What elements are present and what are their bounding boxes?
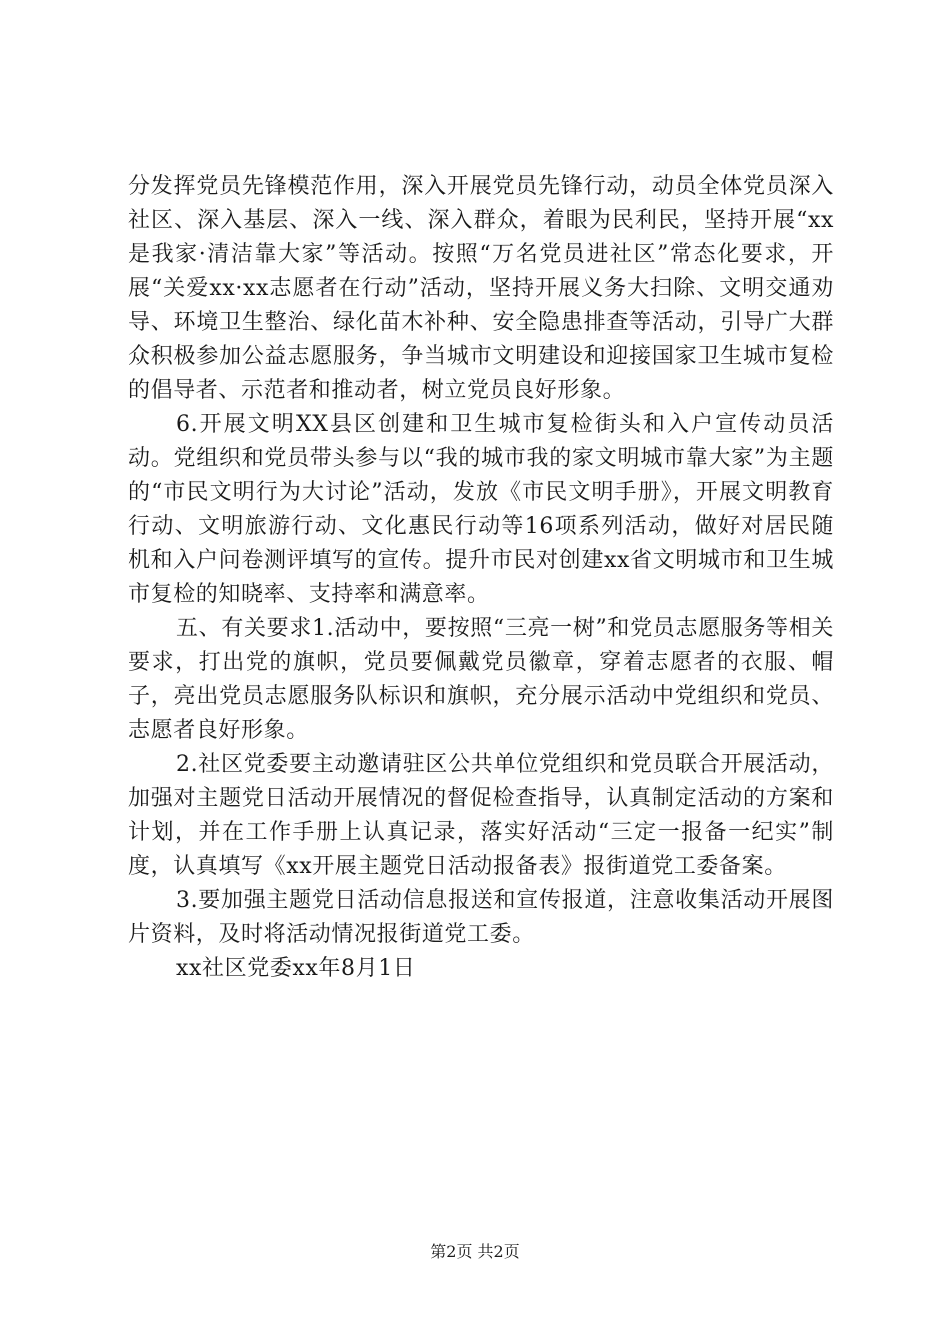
paragraph-requirements-3: 3.要加强主题党日活动信息报送和宣传报道，注意收集活动开展图片资料，及时将活动情况报街道党工委。	[128, 888, 834, 947]
signature-date: xx社区党委xx年8月1日	[176, 956, 416, 981]
paragraph-continuation: 分发挥党员先锋模范作用，深入开展党员先锋行动，动员全体党员深入社区、深入基层、深入一线、深入群众，着眼为民利民，坚持开展“xx是我家·清洁靠大家”等活动。按照“万名党员进社区”常态化要求，开展“关爱xx·xx志愿者在行动”活动，坚持开展义务大扫除、文明交通劝导、环境卫生整治、绿化苗木补种、安全隐患排查等活动，引导广大群众积极参加公益志愿服务，争当城市文明建设和迎接国家卫生城市复检的倡导者、示范者和推动者，树立党员良好形象。	[128, 174, 834, 403]
paragraph-requirements-2: 2.社区党委要主动邀请驻区公共单位党组织和党员联合开展活动，加强对主题党日活动开展情况的督促检查指导，认真制定活动的方案和计划，并在工作手册上认真记录，落实好活动“三定一报备一纪实”制度，认真填写《xx开展主题党日活动报备表》报街道党工委备案。	[128, 752, 834, 879]
paragraph-requirements-1: 五、有关要求1.活动中，要按照“三亮一树”和党员志愿服务等相关要求，打出党的旗帜，党员要佩戴党员徽章，穿着志愿者的衣服、帽子，亮出党员志愿服务队标识和旗帜，充分展示活动中党组织和党员、志愿者良好形象。	[128, 616, 834, 743]
paragraph-item-6: 6.开展文明XX县区创建和卫生城市复检街头和入户宣传动员活动。党组织和党员带头参与以“我的城市我的家文明城市靠大家”为主题的“市民文明行为大讨论”活动，发放《市民文明手册》，开展文明教育行动、文明旅游行动、文化惠民行动等16项系列活动，做好对居民随机和入户问卷测评填写的宣传。提升市民对创建xx省文明城市和卫生城市复检的知晓率、支持率和满意率。	[128, 412, 834, 607]
document-body	[128, 170, 834, 986]
page-number-footer: 第2页 共2页	[430, 1242, 520, 1261]
